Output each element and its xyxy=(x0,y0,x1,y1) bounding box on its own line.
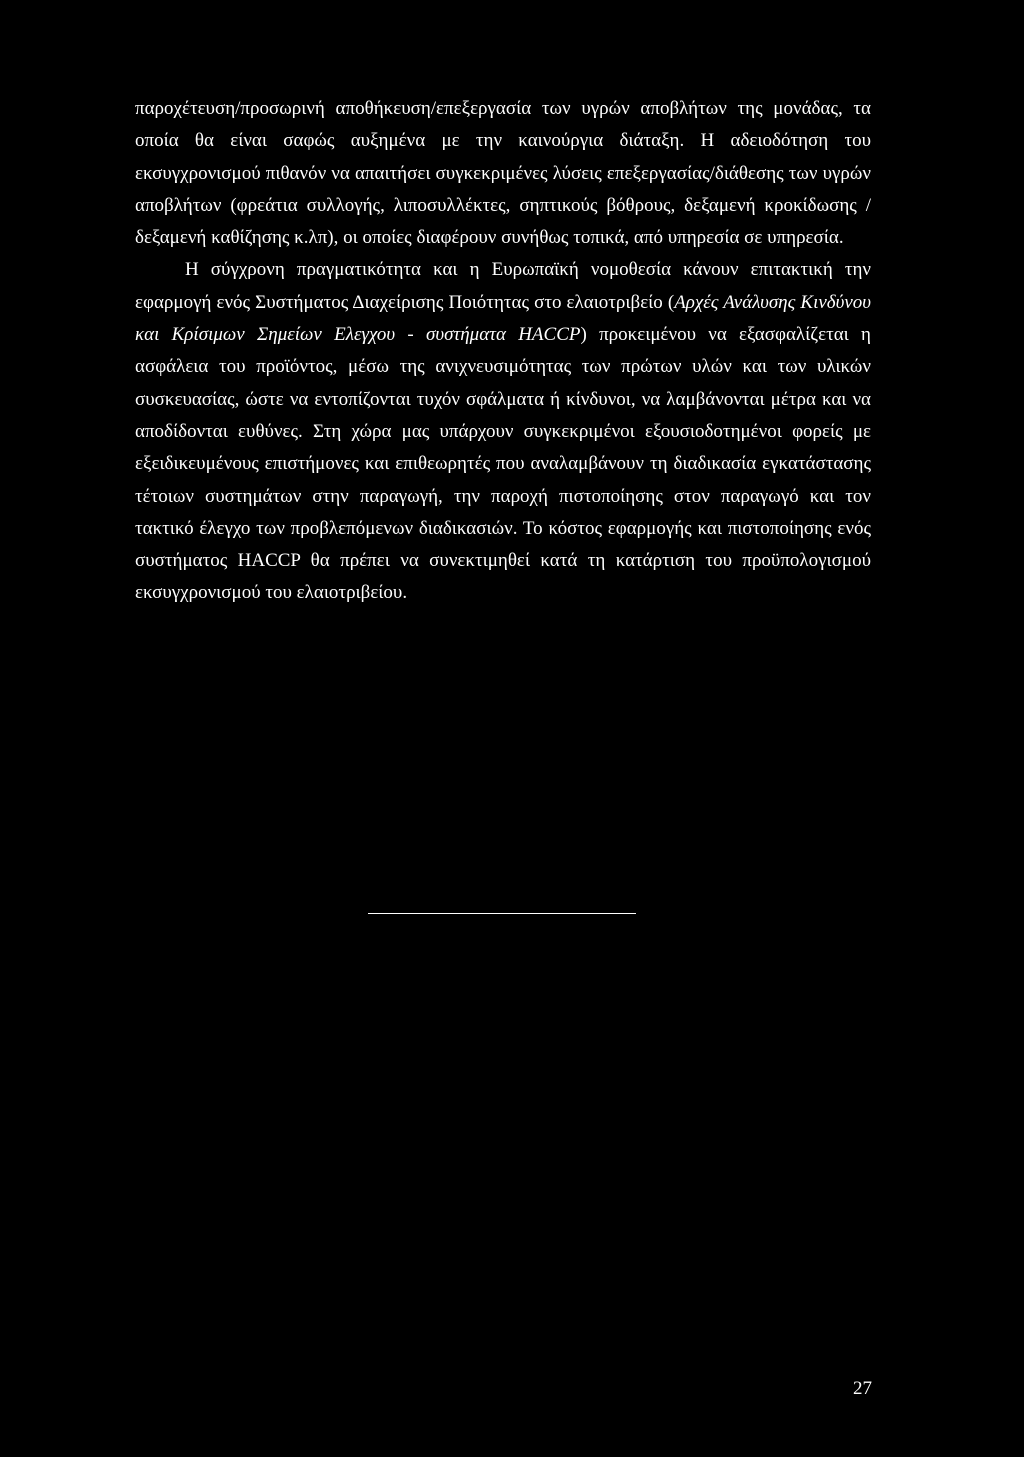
footnote-separator xyxy=(368,913,636,914)
body-text xyxy=(135,93,871,610)
paragraph-2-italic-term: Αρχές Ανάλυσης Κινδύνου και Κρίσιμων Σημείων Ελεγχου - συστήματα HACCP xyxy=(135,291,871,346)
paragraph-2-text-start: Η σύγχρονη πραγματικότητα και η Ευρωπαϊκή νομοθεσία κάνουν επιτακτική την εφαρμογή ενός Συστήματος Διαχείρισης Ποιότητας στο ελαιοτριβείο ( xyxy=(135,259,871,313)
paragraph-2 xyxy=(135,254,871,609)
paragraph-2-text-end: ) προκειμένου να εξασφαλίζεται η ασφάλεια του προϊόντος, μέσω της ανιχνευσιμότητας των πρώτων υλών και των υλικών συσκευασίας, ώστε να εντοπίζονται τυχόν σφάλματα ή κίνδυνοι, να λαμβάνονται μέτρα και να αποδίδονται ευθύνες. Στη χώρα μας υπάρχουν συγκεκριμένοι εξουσιοδοτημένοι φορείς με εξειδικευμένους επιστήμονες και επιθεωρητές που αναλαμβάνουν τη διαδικασία εγκατάστασης τέτοιων συστημάτων στην παραγωγή, την παροχή πιστοποίησης στον παραγωγό και τον τακτικό έλεγχο των προβλεπόμενων διαδικασιών. Το κόστος εφαρμογής και πιστοποίησης ενός συστήματος HACCP θα πρέπει να συνεκτιμηθεί κατά τη κατάρτιση του προϋπολογισμού εκσυγχρονισμού του ελαιοτριβείου. xyxy=(135,324,871,604)
paragraph-1: παροχέτευση/προσωρινή αποθήκευση/επεξεργασία των υγρών αποβλήτων της μονάδας, τα οποία θα είναι σαφώς αυξημένα με την καινούργια διάταξη. Η αδειοδότηση του εκσυγχρονισμού πιθανόν να απαιτήσει συγκεκριμένες λύσεις επεξεργασίας/διάθεσης των υγρών αποβλήτων (φρεάτια συλλογής, λιποσυλλέκτες, σηπτικούς βόθρους, δεξαμενή κροκίδωσης / δεξαμενή καθίζησης κ.λπ), οι οποίες διαφέρουν συνήθως τοπικά, από υπηρεσία σε υπηρεσία. xyxy=(135,98,871,249)
page-number: 27 xyxy=(853,1378,872,1399)
